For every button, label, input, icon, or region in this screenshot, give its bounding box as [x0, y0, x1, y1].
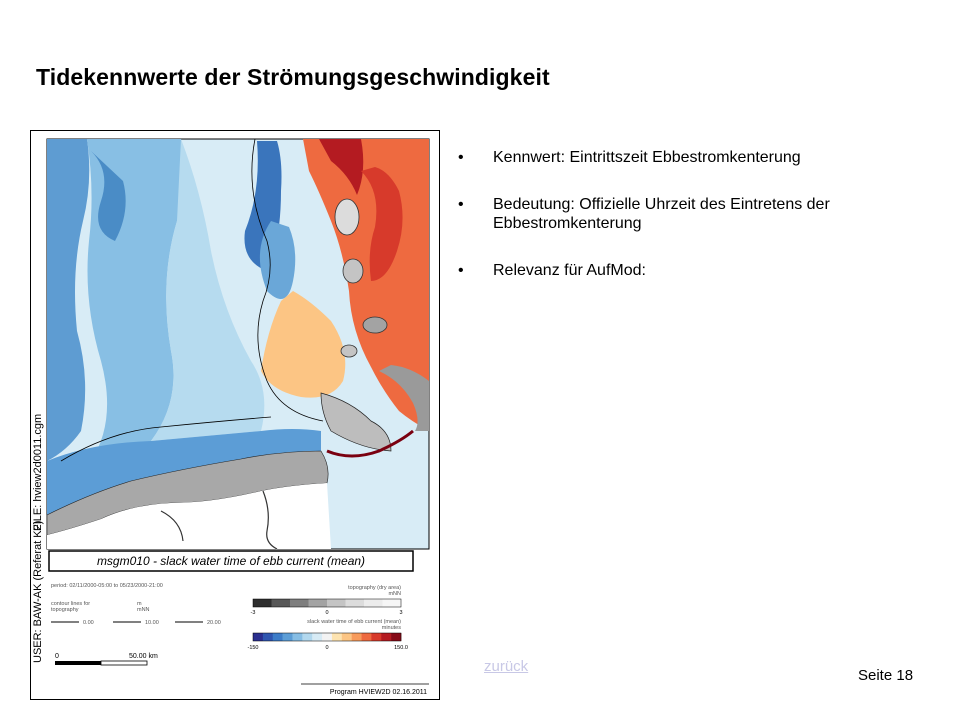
topo-swatch [272, 599, 291, 607]
slack-swatch [362, 633, 372, 641]
topo-swatch [383, 599, 402, 607]
figure-file-label: FILE: hview2d0011.cgm [32, 413, 44, 531]
contour-label-1: contour lines for [51, 601, 91, 607]
bullet-item: • Relevanz für AufMod: [458, 261, 898, 280]
program-label: Program HVIEW2D 02.16.2011 [329, 689, 427, 696]
figure-user-label: USER: BAW-AK (Referat K2) [32, 520, 44, 663]
slack-legend-unit: minutes [381, 625, 401, 631]
slack-tick-min: -150 [247, 645, 259, 651]
topo-swatch [290, 599, 309, 607]
back-link[interactable]: zurück [484, 658, 529, 675]
slack-tick-max: 150.0 [394, 645, 408, 651]
slack-swatch [322, 633, 332, 641]
slack-swatch [273, 633, 283, 641]
contour-unit-2: mNN [137, 607, 150, 613]
topo-tick-mid: 0 [325, 610, 329, 616]
slack-swatch [283, 633, 293, 641]
slack-swatch [381, 633, 391, 641]
slack-swatch [342, 633, 352, 641]
period-label: period: 02/11/2000-05:00 to 05/23/2000-21:00 [51, 583, 163, 589]
page-number-value: 18 [896, 667, 914, 684]
slack-swatch [312, 633, 322, 641]
map-plot-area [47, 139, 429, 549]
topo-swatch [253, 599, 272, 607]
topo-tick-min: -3 [250, 610, 256, 616]
scale-end-label: 50.00 km [129, 653, 158, 660]
contour-unit-1: m [137, 601, 142, 607]
slack-swatch [371, 633, 381, 641]
topo-tick-max: 3 [399, 610, 403, 616]
topo-swatch [346, 599, 365, 607]
contour-value-1: 0.00 [83, 620, 94, 626]
topo-swatch [309, 599, 328, 607]
contour-value-3: 20.00 [207, 620, 221, 626]
topo-swatch [327, 599, 346, 607]
topo-swatch [364, 599, 383, 607]
slack-tick-mid: 0 [325, 645, 329, 651]
island-4 [341, 345, 357, 357]
bullet-item: • Kennwert: Eintrittszeit Ebbestromkenterung [458, 148, 898, 167]
topo-color-bar [253, 599, 401, 607]
contour-value-2: 10.00 [145, 620, 159, 626]
scale-start-label: 0 [55, 653, 59, 660]
map-figure-svg [31, 131, 439, 699]
map-figure [30, 130, 440, 700]
slack-swatch [352, 633, 362, 641]
scale-bar-white [101, 661, 147, 665]
topo-legend-title: topography (dry area) [348, 585, 401, 591]
slack-swatch [263, 633, 273, 641]
bullet-item: • Bedeutung: Offizielle Uhrzeit des Eintretens der Ebbestromkenterung [458, 195, 898, 233]
slide-title: Tidekennwerte der Strömungsgeschwindigkeit [36, 64, 550, 90]
page-number [858, 667, 913, 684]
island-3 [363, 317, 387, 333]
slack-swatch [302, 633, 312, 641]
slack-legend-title: slack water time of ebb current (mean) [307, 619, 401, 625]
slack-swatch [391, 633, 401, 641]
island-1 [335, 199, 359, 235]
slack-swatch [253, 633, 263, 641]
slack-swatch [292, 633, 302, 641]
bullet-list [458, 148, 898, 308]
page-label-text: Seite [858, 667, 893, 684]
slack-color-bar [253, 633, 401, 641]
map-title: msgm010 - slack water time of ebb current (mean) [96, 554, 366, 568]
island-2 [343, 259, 363, 283]
slack-swatch [332, 633, 342, 641]
scale-bar-black [55, 661, 101, 665]
topo-legend-unit: mNN [388, 591, 401, 597]
contour-label-2: topography [51, 607, 79, 613]
